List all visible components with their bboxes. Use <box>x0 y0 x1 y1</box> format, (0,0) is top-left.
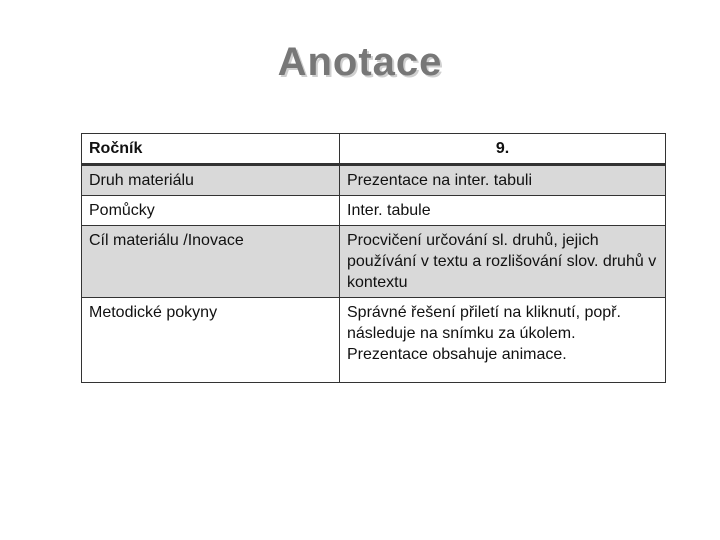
goal-label: Cíl materiálu /Inovace <box>82 226 340 298</box>
material-type-value: Prezentace na inter. tabuli <box>340 165 666 196</box>
material-type-label: Druh materiálu <box>82 165 340 196</box>
page-title: Anotace <box>277 40 443 84</box>
goal-value: Procvičení určování sl. druhů, jejich používání v textu a rozlišování slov. druhů v kontextu <box>340 226 666 298</box>
aids-value: Inter. tabule <box>340 196 666 226</box>
methodical-notes-label: Metodické pokyny <box>82 298 340 383</box>
table-row <box>82 226 666 298</box>
methodical-notes-value: Správné řešení přiletí na kliknutí, popř. následuje na snímku za úkolem. Prezentace obsahuje animace. <box>340 298 666 383</box>
table-row <box>82 298 666 383</box>
table-row <box>82 165 666 196</box>
table-row <box>82 196 666 226</box>
grade-label: Ročník <box>82 134 340 165</box>
aids-label: Pomůcky <box>82 196 340 226</box>
annotation-table <box>81 133 666 383</box>
table-header-row <box>82 134 666 165</box>
grade-value: 9. <box>340 134 666 165</box>
